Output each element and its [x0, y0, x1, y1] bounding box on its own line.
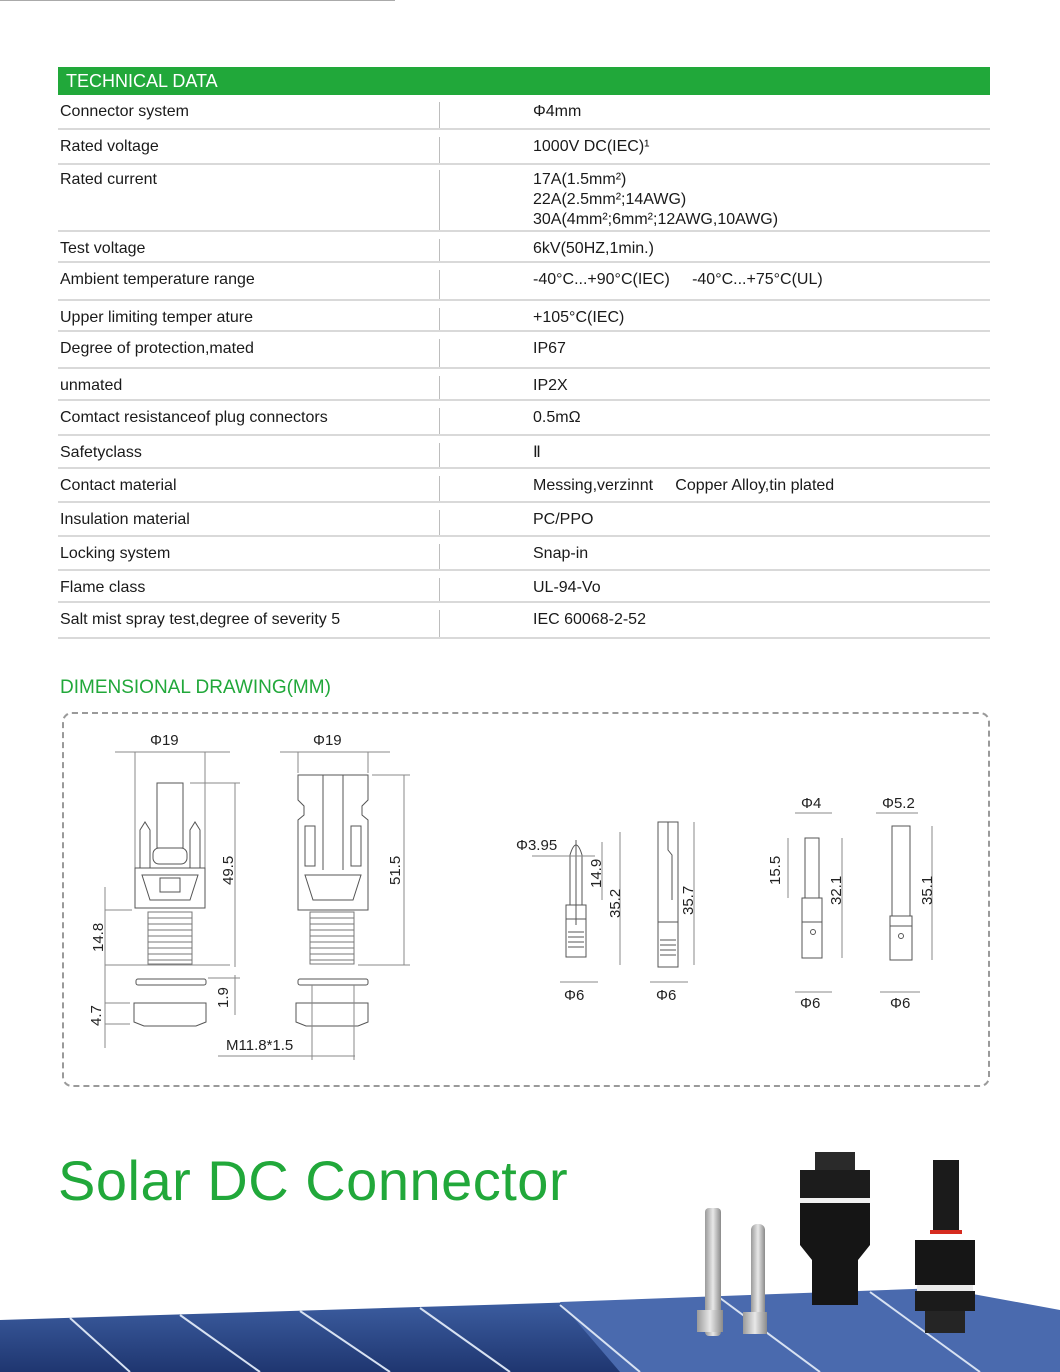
thread-spec-label: M11.8*1.5 [226, 1037, 294, 1054]
row-label: Safetyclass [58, 443, 440, 467]
male-diameter-label: Φ19 [150, 732, 179, 749]
row-label: unmated [58, 376, 440, 399]
row-value-line: 30A(4mm²;6mm²;12AWG,10AWG) [533, 211, 779, 228]
washer-thickness-label: 1.9 [215, 987, 232, 1008]
female-connector-image [915, 1160, 975, 1333]
row-value-line: Φ4mm [533, 103, 582, 120]
female-pin-b-drawing [876, 795, 936, 1012]
male-pin-a-drawing [516, 832, 624, 1004]
male-connector-drawing [0, 0, 395, 1056]
row-value-line: PC/PPO [533, 511, 594, 528]
row-value-line: IP2X [533, 377, 568, 394]
svg-text:35.2: 35.2 [607, 888, 624, 918]
pin-a-tip-diameter-label: Φ3.95 [516, 837, 558, 854]
row-value-line: 6kV(50HZ,1min.) [533, 240, 654, 257]
technical-data-header: TECHNICAL DATA [58, 67, 990, 95]
female-connector-drawing [280, 732, 410, 1060]
female-length-label: 51.5 [387, 855, 404, 885]
male-connector-image [800, 1152, 870, 1305]
svg-text:Φ6: Φ6 [656, 987, 677, 1004]
male-pin-b-drawing [767, 795, 845, 1012]
row-value-line: Snap-in [533, 545, 589, 562]
svg-text:32.1: 32.1 [828, 875, 845, 905]
male-length-label: 49.5 [220, 855, 237, 885]
product-title: Solar DC Connector [58, 1149, 569, 1212]
thread-length-label: 14.8 [90, 922, 107, 952]
svg-text:Φ6: Φ6 [800, 995, 821, 1012]
svg-text:35.7: 35.7 [680, 885, 697, 915]
row-label: Salt mist spray test,degree of severity 5 [58, 610, 440, 637]
solar-panels [0, 1288, 1060, 1372]
row-value-line: 17A(1.5mm²) [533, 171, 627, 188]
row-value-line: IP67 [533, 340, 566, 357]
row-label: Rated voltage [58, 137, 440, 163]
row-label: Locking system [58, 544, 440, 569]
row-label: Connector system [58, 102, 440, 128]
row-value-line: 0.5mΩ [533, 409, 581, 426]
row-value-line: IEC 60068-2-52 [533, 611, 646, 628]
row-label: Rated current [58, 170, 440, 230]
row-label: Ambient temperature range [58, 270, 440, 299]
female-pin-a-drawing [650, 822, 697, 1004]
row-value-line: -40°C...+90°C(IEC) -40°C...+75°C(UL) [533, 271, 823, 288]
svg-text:Φ6: Φ6 [564, 987, 585, 1004]
svg-text:14.9: 14.9 [588, 858, 605, 888]
row-label: Degree of protection,mated [58, 339, 440, 367]
row-value-line: 1000V DC(IEC)¹ [533, 138, 650, 155]
nut-height-label: 4.7 [88, 1005, 105, 1026]
svg-text:15.5: 15.5 [767, 855, 784, 885]
row-label: Test voltage [58, 239, 440, 261]
svg-text:Φ4: Φ4 [801, 795, 822, 812]
row-value-line: Ⅱ [533, 444, 541, 461]
row-label: Insulation material [58, 510, 440, 535]
svg-text:Φ5.2: Φ5.2 [882, 795, 915, 812]
row-value-line: 22A(2.5mm²;14AWG) [533, 191, 687, 208]
row-value-line: +105°C(IEC) [533, 309, 625, 326]
row-value-line: Messing,verzinnt Copper Alloy,tin plated [533, 477, 835, 494]
svg-text:Φ6: Φ6 [890, 995, 911, 1012]
row-label: Comtact resistanceof plug connectors [58, 408, 440, 434]
row-label: Contact material [58, 476, 440, 501]
dimensional-drawing-title: DIMENSIONAL DRAWING(MM) [60, 677, 331, 698]
svg-text:35.1: 35.1 [919, 875, 936, 905]
female-diameter-label: Φ19 [313, 732, 342, 749]
row-label: Flame class [58, 578, 440, 601]
row-label: Upper limiting temper ature [58, 308, 440, 330]
row-value-line: UL-94-Vo [533, 579, 601, 596]
